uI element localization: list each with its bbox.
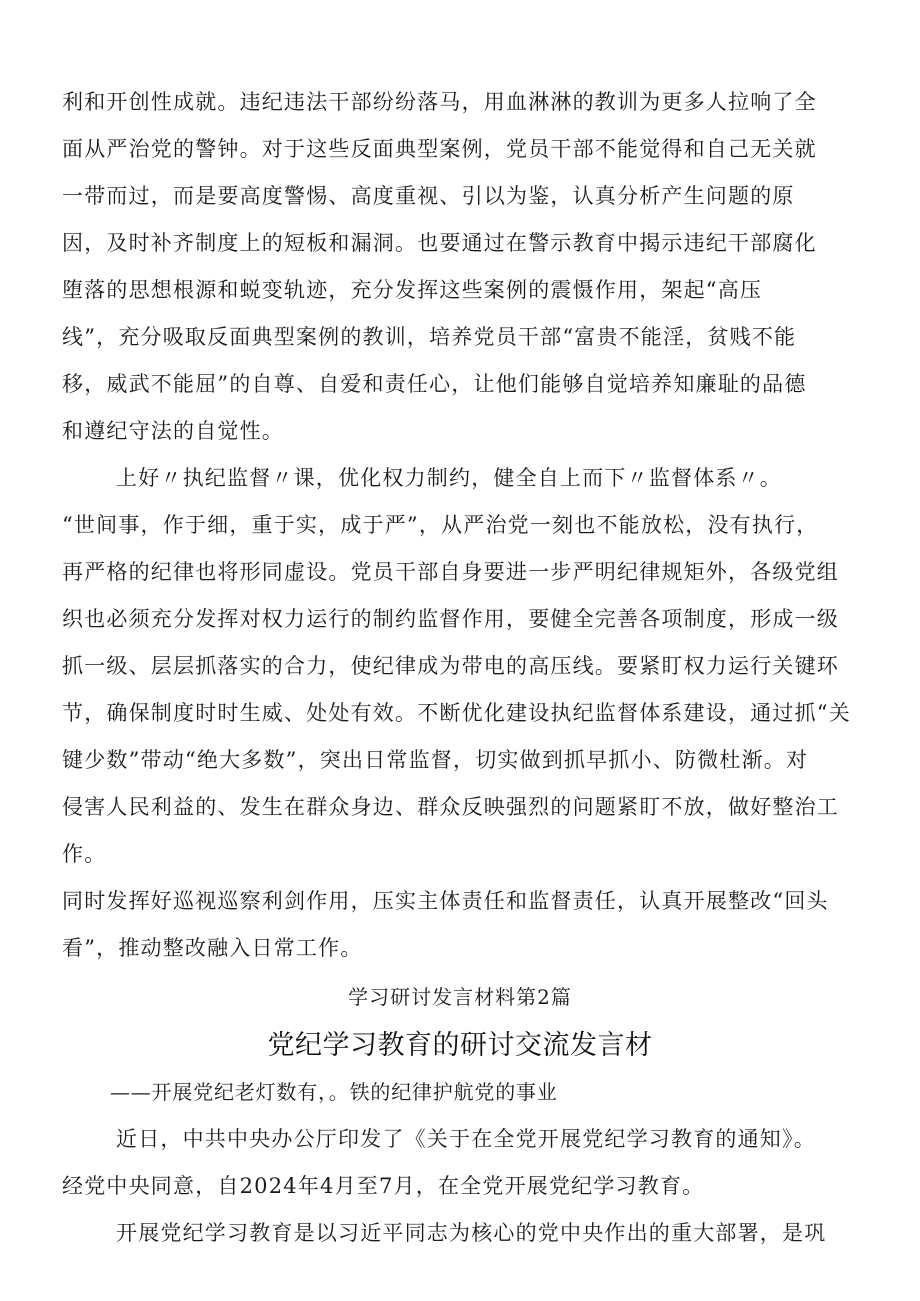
paragraph-line: 面从严治党的警钟。对于这些反面典型案例，党员干部不能觉得和自己无关就 [62, 137, 817, 161]
paragraph-line: 近日，中共中央办公厅印发了《关于在全党开展党纪学习教育的通知》。 [116, 1127, 816, 1151]
paragraph-line: 利和开创性成就。违纪违法干部纷纷落马，用血淋淋的教训为更多人拉响了全 [62, 90, 817, 114]
paragraph-line: 线”，充分吸取反面典型案例的教训，培养党员干部“富贵不能淫，贫贱不能 [62, 325, 797, 349]
paragraph-line: 看”，推动整改融入日常工作。 [62, 936, 363, 960]
paragraph-line: 织也必须充分发挥对权力运行的制约监督作用，要健全完善各项制度，形成一级 [62, 607, 839, 631]
paragraph-line: 经党中央同意，自2024年4月至7月，在全党开展党纪学习教育。 [62, 1174, 705, 1198]
paragraph-line: 和遵纪守法的自觉性。 [62, 419, 284, 443]
paragraph-line: 同时发挥好巡视巡察利剑作用，压实主体责任和监督责任，认真开展整改“回头 [62, 889, 829, 913]
paragraph-line: 一带而过，而是要高度警惕、高度重视、引以为鉴，认真分析产生问题的原 [62, 184, 795, 208]
document-subtitle: ——开展党纪老灯数有，。铁的纪律护航党的事业 [110, 1080, 558, 1104]
paragraph-line: 开展党纪学习教育是以习近平同志为核心的党中央作出的重大部署，是巩 [116, 1221, 827, 1245]
paragraph-line: 移，威武不能屈”的自尊、自爱和责任心，让他们能够自觉培养知廉耻的品德 [62, 372, 807, 396]
section-lead-sentence: 上好〃执纪监督〃课，优化权力制约，健全自上而下〃监督体系〃。 [116, 466, 782, 490]
paragraph-line: 抓一级、层层抓落实的合力，使纪律成为带电的高压线。要紧盯权力运行关键环 [62, 654, 839, 678]
section-label: 学习研讨发言材料第2篇 [348, 985, 572, 1009]
paragraph-line: 节，确保制度时时生威、处处有效。不断优化建设执纪监督体系建设，通过抓“关 [62, 701, 851, 725]
document-title: 党纪学习教育的研讨交流发言材 [267, 1030, 653, 1061]
paragraph-line: 侵害人民利益的、发生在群众身边、群众反映强烈的问题紧盯不放，做好整治工 [62, 795, 839, 819]
paragraph-line: “世间事，作于细，重于实，成于严”，从严治党一刻也不能放松，没有执行， [62, 513, 819, 537]
paragraph-line: 作。 [62, 842, 107, 866]
paragraph-line: 因，及时补齐制度上的短板和漏洞。也要通过在警示教育中揭示违纪干部腐化 [62, 231, 817, 255]
paragraph-line: 堕落的思想根源和蜕变轨迹，充分发挥这些案例的震慑作用，架起“高压 [62, 278, 763, 302]
paragraph-line: 键少数”带动“绝大多数”，突出日常监督，切实做到抓早抓小、防微杜渐。对 [62, 748, 809, 772]
paragraph-line: 再严格的纪律也将形同虚设。党员干部自身要进一步严明纪律规矩外，各级党组 [62, 560, 839, 584]
